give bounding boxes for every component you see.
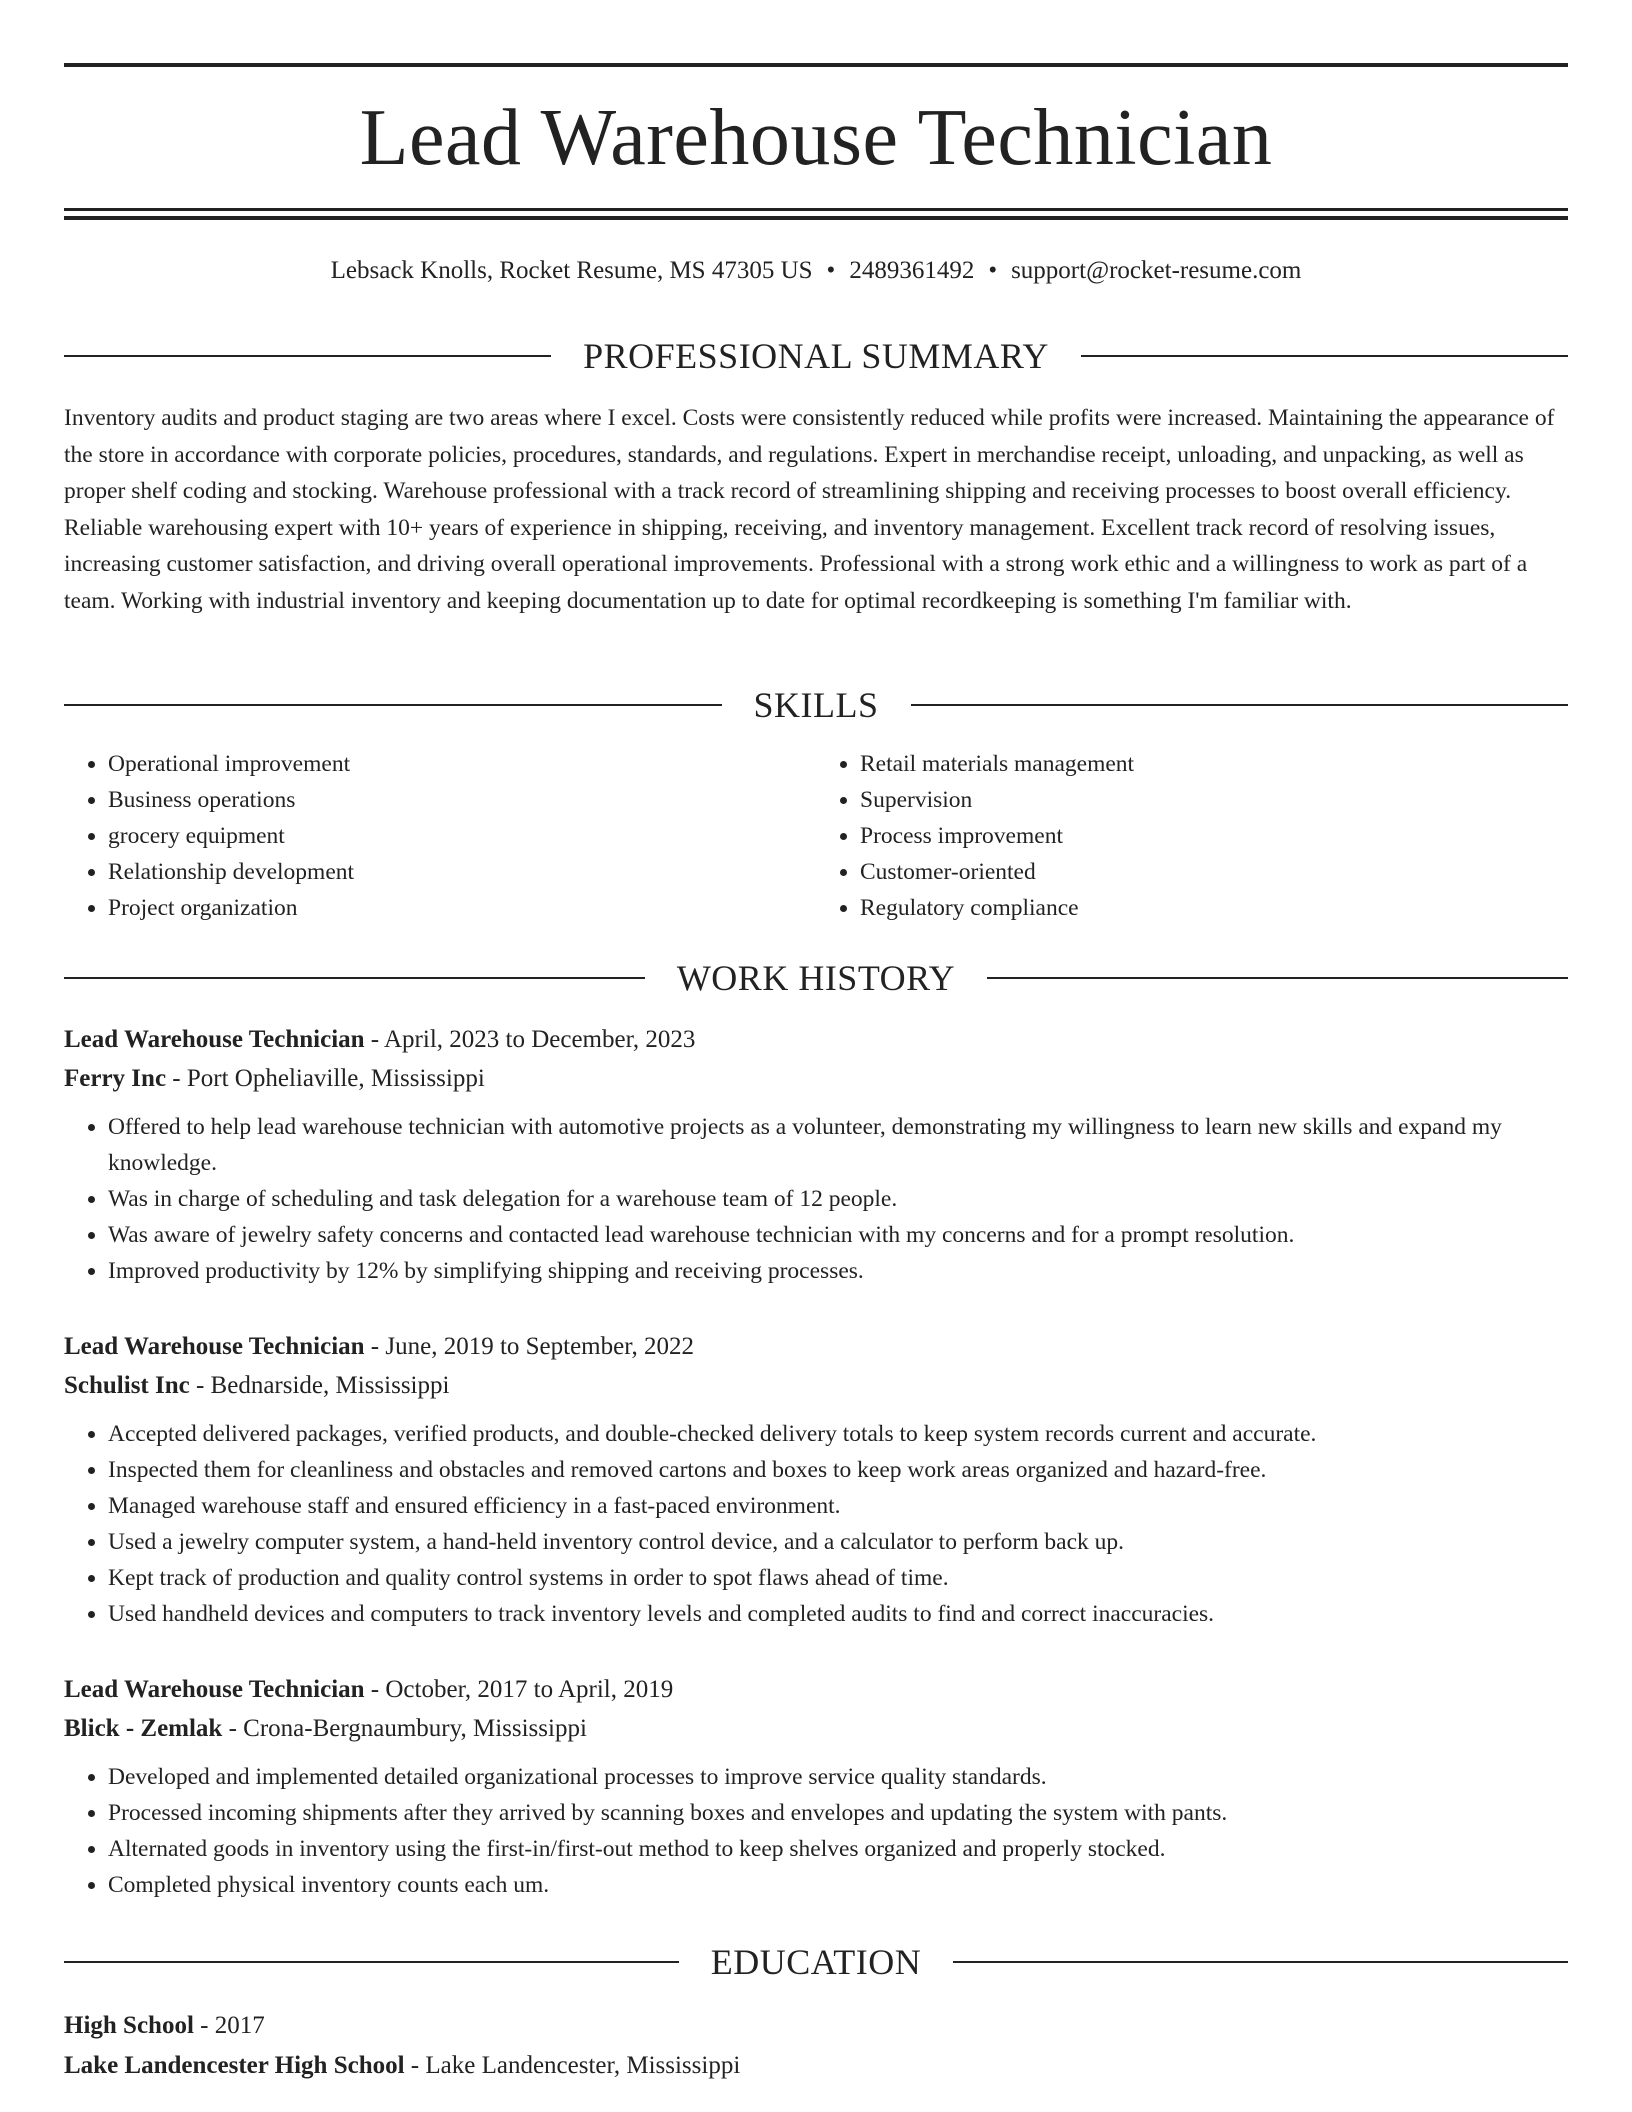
section-rule <box>64 977 645 979</box>
job-role-line <box>64 1328 1568 1366</box>
education-degree-line <box>64 2006 1568 2046</box>
skills-list <box>64 746 1568 926</box>
contact-separator: • <box>826 257 836 284</box>
section-title: PROFESSIONAL SUMMARY <box>583 336 1049 376</box>
section-title: WORK HISTORY <box>676 958 956 998</box>
job-bullet: • Alternated goods in inventory using the first-in/first-out method to keep shelves organized and properly stocked. <box>108 1831 1568 1867</box>
skill-item: • Process improvement <box>860 818 1568 854</box>
contact-phone: 2489361492 <box>849 257 975 284</box>
job-bullet: • Developed and implemented detailed organizational processes to improve service quality standards. <box>108 1759 1568 1795</box>
skill-item: • Retail materials management <box>860 746 1568 782</box>
job-bullet: • Completed physical inventory counts each um. <box>108 1867 1568 1903</box>
skills-column-left <box>64 746 816 926</box>
section-header-education <box>64 1940 1568 1984</box>
job-bullet: • Improved productivity by 12% by simplifying shipping and receiving processes. <box>108 1253 1568 1289</box>
contact-line <box>64 254 1568 288</box>
education-degree: High School <box>64 2012 194 2039</box>
job-bullet: • Managed warehouse staff and ensured efficiency in a fast-paced environment. <box>108 1488 1568 1524</box>
skill-item: • Business operations <box>108 782 816 818</box>
section-title: SKILLS <box>753 685 879 725</box>
section-rule <box>64 704 722 706</box>
job-dates: - April, 2023 to December, 2023 <box>364 1026 696 1053</box>
job-entry <box>64 1671 1568 1903</box>
education-entry <box>64 2006 1568 2086</box>
job-bullet: • Was aware of jewelry safety concerns and contacted lead warehouse technician with my concerns and for a prompt resolution. <box>108 1217 1568 1253</box>
job-company: Blick - Zemlak <box>64 1715 223 1742</box>
job-company-line <box>64 1709 1568 1749</box>
contact-email: support@rocket-resume.com <box>1011 257 1302 284</box>
job-company: Schulist Inc <box>64 1372 190 1399</box>
job-role-line <box>64 1671 1568 1709</box>
section-header-summary <box>64 334 1568 378</box>
job-bullet: • Was in charge of scheduling and task delegation for a warehouse team of 12 people. <box>108 1181 1568 1217</box>
contact-separator: • <box>988 257 998 284</box>
section-rule <box>911 704 1569 706</box>
skill-item: • Relationship development <box>108 854 816 890</box>
job-bullet: • Kept track of production and quality control systems in order to spot flaws ahead of time. <box>108 1560 1568 1596</box>
job-title: Lead Warehouse Technician <box>64 1676 365 1703</box>
job-entry <box>64 1328 1568 1632</box>
job-bullet: • Used handheld devices and computers to track inventory levels and completed audits to find and correct inaccuracies. <box>108 1596 1568 1632</box>
education-school-line <box>64 2046 1568 2086</box>
section-rule <box>64 1961 679 1963</box>
job-bullet: • Offered to help lead warehouse technician with automotive projects as a volunteer, demonstrating my willingness to learn new skills and expand my knowledge. <box>108 1109 1568 1181</box>
summary-text: Inventory audits and product staging are two areas where I excel. Costs were consistently reduced while profits were increased. Maintaining the appearance of the store in accordance with corporate policies, procedures, standards, and regulations. Expert in merchandise receipt, unloading, and unpacking, as well as proper shelf coding and stocking. Warehouse professional with a track record of streamlining shipping and receiving processes to boost overall efficiency. Reliable warehousing expert with 10+ years of experience in shipping, receiving, and inventory management. Excellent track record of resolving issues, increasing customer satisfaction, and driving overall operational improvements. Professional with a strong work ethic and a willingness to work as part of a team. Working with industrial inventory and keeping documentation up to date for optimal recordkeeping is something I'm familiar with. <box>64 405 1555 614</box>
skill-item: • Regulatory compliance <box>860 890 1568 926</box>
education-year: - 2017 <box>193 2012 265 2039</box>
job-bullets <box>64 1109 1568 1289</box>
skill-item: • Customer-oriented <box>860 854 1568 890</box>
education-location: - Lake Landencester, Mississippi <box>404 2052 741 2079</box>
job-location: - Bednarside, Mississippi <box>189 1372 450 1399</box>
job-title: Lead Warehouse Technician <box>64 1333 365 1360</box>
top-rule <box>64 63 1568 67</box>
job-bullets <box>64 1759 1568 1903</box>
education-school: Lake Landencester High School <box>64 2052 405 2079</box>
section-rule <box>1081 355 1568 357</box>
job-bullet: • Inspected them for cleanliness and obstacles and removed cartons and boxes to keep work areas organized and hazard-free. <box>108 1452 1568 1488</box>
section-header-work <box>64 956 1568 1000</box>
job-bullet: • Processed incoming shipments after they arrived by scanning boxes and envelopes and updating the system with pants. <box>108 1795 1568 1831</box>
job-role-line <box>64 1021 1568 1059</box>
skill-item: • Project organization <box>108 890 816 926</box>
job-title: Lead Warehouse Technician <box>64 1026 365 1053</box>
job-bullet: • Used a jewelry computer system, a hand-held inventory control device, and a calculator to perform back up. <box>108 1524 1568 1560</box>
job-company-line <box>64 1059 1568 1099</box>
skills-column-right <box>816 746 1568 926</box>
skill-item: • grocery equipment <box>108 818 816 854</box>
job-bullet: • Accepted delivered packages, verified products, and double-checked delivery totals to keep system records current and accurate. <box>108 1416 1568 1452</box>
section-rule <box>64 355 551 357</box>
section-rule <box>953 1961 1568 1963</box>
section-rule <box>987 977 1568 979</box>
double-rule <box>64 208 1568 220</box>
job-company: Ferry Inc <box>64 1065 167 1092</box>
contact-address: Lebsack Knolls, Rocket Resume, MS 47305 US <box>330 257 813 284</box>
job-company-line <box>64 1366 1568 1406</box>
skill-item: • Supervision <box>860 782 1568 818</box>
resume-title: Lead Warehouse Technician <box>359 94 1273 182</box>
job-location: - Crona-Bergnaumbury, Mississippi <box>222 1715 587 1742</box>
section-title: EDUCATION <box>710 1942 922 1982</box>
skill-item: • Operational improvement <box>108 746 816 782</box>
job-dates: - June, 2019 to September, 2022 <box>364 1333 695 1360</box>
job-dates: - October, 2017 to April, 2019 <box>364 1676 674 1703</box>
section-header-skills <box>64 683 1568 727</box>
job-entry <box>64 1021 1568 1289</box>
job-location: - Port Opheliaville, Mississippi <box>166 1065 485 1092</box>
job-bullets <box>64 1416 1568 1632</box>
